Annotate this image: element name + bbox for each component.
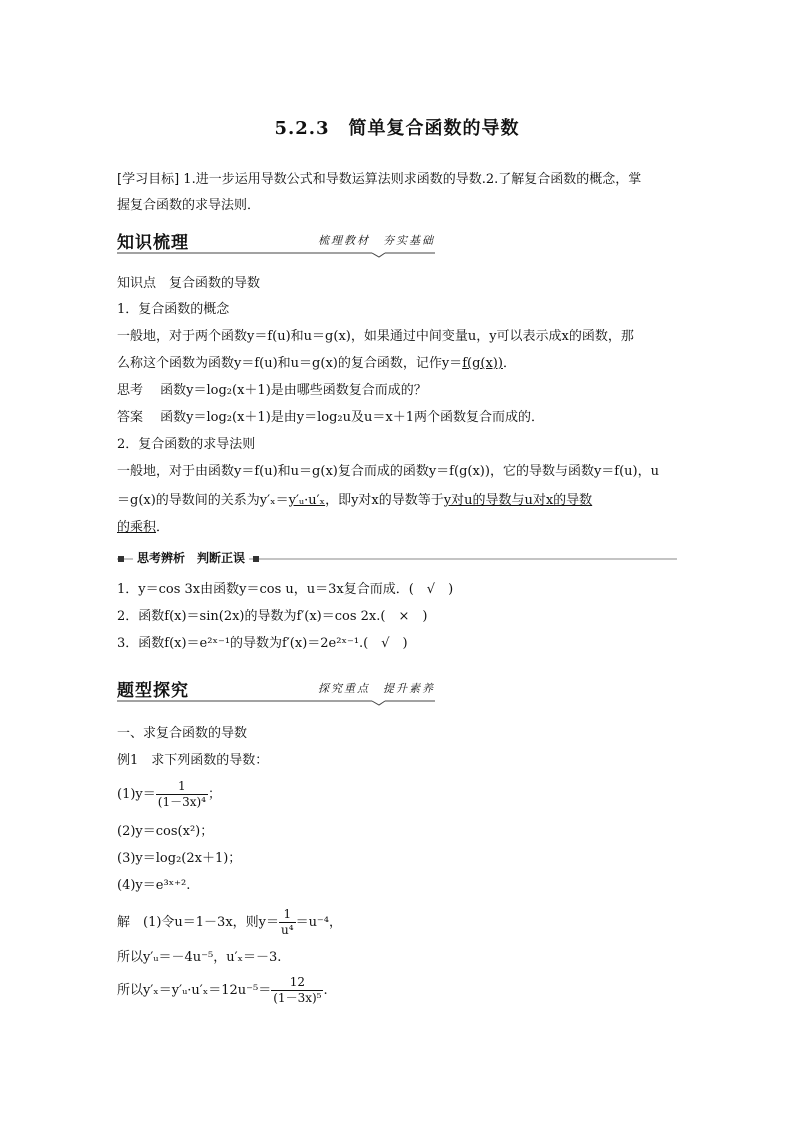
- para2-line2: [117, 491, 592, 511]
- sol1-post: ＝u⁻⁴，: [295, 915, 343, 930]
- page-title: 5.2.3 简单复合函数的导数: [274, 118, 520, 139]
- judge-label: 思考辨析 判断正误: [133, 549, 249, 566]
- banner-title: 题型探究: [117, 681, 189, 701]
- solution-line-2: 所以y′ᵤ＝－4u⁻⁵，u′ₓ＝－3.: [117, 950, 282, 965]
- banner-knowledge: [117, 228, 435, 258]
- think-label: 思考: [117, 383, 144, 398]
- sol3-numerator: 12: [271, 975, 323, 991]
- sol1-denominator: u⁴: [281, 923, 294, 937]
- judge-rule: [117, 551, 677, 565]
- example-label: 例1 求下列函数的导数：: [117, 753, 269, 768]
- para1-line2: [117, 354, 516, 374]
- q1-denominator: (1－3x)⁴: [157, 795, 206, 809]
- objective-line-1: [117, 170, 641, 190]
- answer-label: 答案: [117, 410, 144, 425]
- solution-line-1: [117, 906, 342, 940]
- item2-title: 2．复合函数的求导法则: [117, 437, 256, 452]
- para2-line3-post: ．: [156, 520, 170, 535]
- para2-line2-underline-1: y′ᵤ·u′ₓ: [288, 493, 326, 508]
- para2-line3: [117, 518, 169, 538]
- sol3-denominator: (1－3x)⁵: [273, 991, 322, 1005]
- banner-explore: [117, 676, 435, 706]
- sol3-post: .: [323, 983, 328, 998]
- banner-subtitle: 探究重点 提升素养: [318, 682, 435, 695]
- judge-item-2: 2．函数f(x)＝sin(2x)的导数为f′(x)＝cos 2x.( × ): [117, 609, 428, 624]
- question-2: (2)y＝cos(x²)；: [117, 824, 214, 839]
- answer-text: 函数y＝log₂(x＋1)是由y＝log₂u及u＝x＋1两个函数复合而成的．: [160, 410, 544, 425]
- q1-fraction: [156, 779, 208, 810]
- para1-line1: 一般地，对于两个函数y＝f(u)和u＝g(x)，如果通过中间变量u，y可以表示成x的函数，那: [117, 329, 634, 344]
- objective-line-2: 握复合函数的求导法则．: [117, 198, 261, 213]
- para1-line2-underline: f(g(x)): [462, 356, 503, 371]
- answer-line: [117, 408, 544, 428]
- para2-line1: 一般地，对于由函数y＝f(u)和u＝g(x)复合而成的函数y＝f(g(x))，它的导数与函数y＝f(u)，u: [117, 464, 659, 479]
- think-text: 函数y＝log₂(x＋1)是由哪些函数复合而成的？: [160, 383, 427, 398]
- sol3-fraction: [271, 975, 323, 1006]
- para2-line2-pre: ＝g(x)的导数间的关系为y′ₓ＝: [117, 493, 289, 508]
- sol1-pre: 解 (1)令u＝1－3x，则y＝: [117, 915, 280, 930]
- knowledge-heading: 知识点 复合函数的导数: [117, 276, 261, 291]
- judge-item-1: 1．y＝cos 3x由函数y＝cos u，u＝3x复合而成．( √ ): [117, 582, 454, 597]
- item1-title: 1．复合函数的概念: [117, 302, 230, 317]
- para1-line2-pre: 么称这个函数为函数y＝f(u)和u＝g(x)的复合函数，记作y＝: [117, 356, 463, 371]
- q1-post: ；: [207, 787, 221, 802]
- q1-numerator: 1: [156, 779, 208, 795]
- q1-pre: (1)y＝: [117, 787, 156, 802]
- example-section: 一、求复合函数的导数: [117, 726, 248, 741]
- judge-item-3: 3．函数f(x)＝e²ˣ⁻¹的导数为f′(x)＝2e²ˣ⁻¹.( √ ): [117, 636, 408, 651]
- banner-subtitle: 梳理教材 夯实基础: [318, 234, 435, 247]
- solution-line-3: [117, 974, 328, 1008]
- question-1: [117, 778, 221, 812]
- para2-line3-underline: 的乘积: [117, 520, 157, 535]
- banner-title: 知识梳理: [117, 233, 189, 253]
- sol3-pre: 所以y′ₓ＝y′ᵤ·u′ₓ＝12u⁻⁵＝: [117, 983, 272, 998]
- think-line: [117, 381, 427, 401]
- objective-label: [学习目标]: [117, 172, 180, 187]
- question-4: (4)y＝e³ˣ⁺².: [117, 878, 191, 893]
- sol1-fraction: [279, 907, 296, 938]
- objective-text-1: 1.进一步运用导数公式和导数运算法则求函数的导数.2.了解复合函数的概念，掌: [183, 172, 642, 187]
- para1-line2-post: ．: [502, 356, 516, 371]
- question-3: (3)y＝log₂(2x＋1)；: [117, 851, 242, 866]
- para2-line2-underline-2: y对u的导数与u对x的导数: [443, 493, 593, 508]
- para2-line2-mid: ，即y对x的导数等于: [325, 493, 444, 508]
- sol1-numerator: 1: [279, 907, 296, 923]
